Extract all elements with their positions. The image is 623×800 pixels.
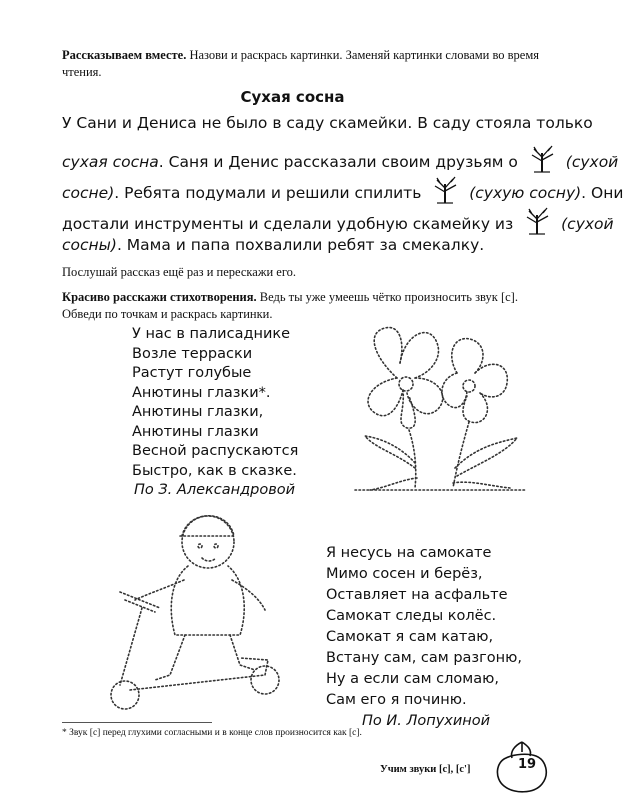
poem-line: Сам его я починю. — [326, 692, 467, 708]
poem-line: Растут голубые — [132, 365, 252, 381]
footnote-divider — [62, 722, 212, 723]
story-paren: (сухой — [565, 153, 619, 171]
poem-line: Анютины глазки — [132, 423, 259, 440]
story-paren: (сухой — [561, 215, 614, 233]
footnote: * Звук [с] перед глухими согласными и в конце слов произносится как [с]. — [62, 728, 362, 738]
story-italic-phrase: сосны) — [62, 236, 117, 254]
instruction-top-bold: Рассказываем вместе. — [62, 48, 187, 62]
poem-2-author: По И. Лопухиной — [362, 713, 491, 729]
tree-icon — [429, 176, 461, 204]
story-text: . Саня и Денис рассказали своим друзьям о — [158, 153, 518, 171]
story-line-5 — [62, 236, 484, 254]
story-text: . Мама и папа похвалили ребят за смекалку. — [116, 236, 485, 254]
poem-line: Возле терраски — [132, 345, 253, 362]
story-line-2 — [62, 145, 618, 173]
pansy-flowers-icon — [345, 318, 535, 498]
story-text: достали инструменты и сделали удобную скамейку из — [62, 215, 514, 233]
poem-line: Анютины глазки*. — [132, 384, 271, 401]
poem-line: Анютины глазки, — [132, 404, 264, 420]
poem-1-author: По З. Александровой — [134, 482, 296, 498]
poem-line: Мимо сосен и берёз, — [326, 566, 483, 582]
instruction-poems-bold: Красиво расскажи стихотворения. — [62, 290, 257, 304]
instruction-poems-text: Ведь ты уже умеешь чётко произносить звук [с]. Обведи по точкам и раскрась картинки. — [62, 290, 518, 321]
instruction-top-text: Назови и раскрась картинки. Заменяй картинки словами во время чтения. — [62, 48, 540, 79]
boy-on-scooter-icon — [100, 500, 290, 720]
tree-icon — [526, 145, 558, 173]
poem-line: Весной распускаются — [132, 443, 299, 459]
story-text: . Ребята подумали и решили спилить — [114, 184, 422, 202]
story-line-1: У Сани и Дениса не было в саду скамейки. В саду стояла только — [62, 114, 593, 132]
poem-line: Ну а если сам сломаю, — [326, 671, 499, 687]
story-line-4 — [62, 207, 614, 235]
poem-line: Самокат я сам катаю, — [326, 629, 494, 645]
retell-instruction: Послушай рассказ ещё раз и перескажи его. — [62, 265, 297, 279]
story-title: Сухая сосна — [240, 88, 345, 106]
poem-line: Встану сам, сам разгоню, — [326, 650, 522, 666]
tree-icon — [521, 207, 553, 235]
poem-line: Оставляет на асфальте — [326, 587, 508, 603]
poem-line: Самокат следы колёс. — [326, 608, 497, 624]
story-italic-phrase: сосне) — [62, 184, 115, 202]
poem-line: У нас в палисаднике — [132, 326, 291, 342]
story-paren: (сухую сосну) — [469, 184, 582, 202]
poem-line: Быстро, как в сказке. — [132, 462, 297, 479]
poem-1 — [132, 325, 298, 501]
story-text: . Они — [581, 184, 623, 202]
story-line-3 — [62, 176, 623, 204]
page-number: 19 — [517, 757, 537, 772]
poem-line: Я несусь на самокате — [326, 545, 492, 561]
poem-2 — [326, 543, 522, 732]
footer-label: Учим звуки [с], [с'] — [380, 764, 471, 775]
instruction-top — [62, 47, 552, 81]
story-italic-phrase: сухая сосна — [62, 153, 159, 171]
